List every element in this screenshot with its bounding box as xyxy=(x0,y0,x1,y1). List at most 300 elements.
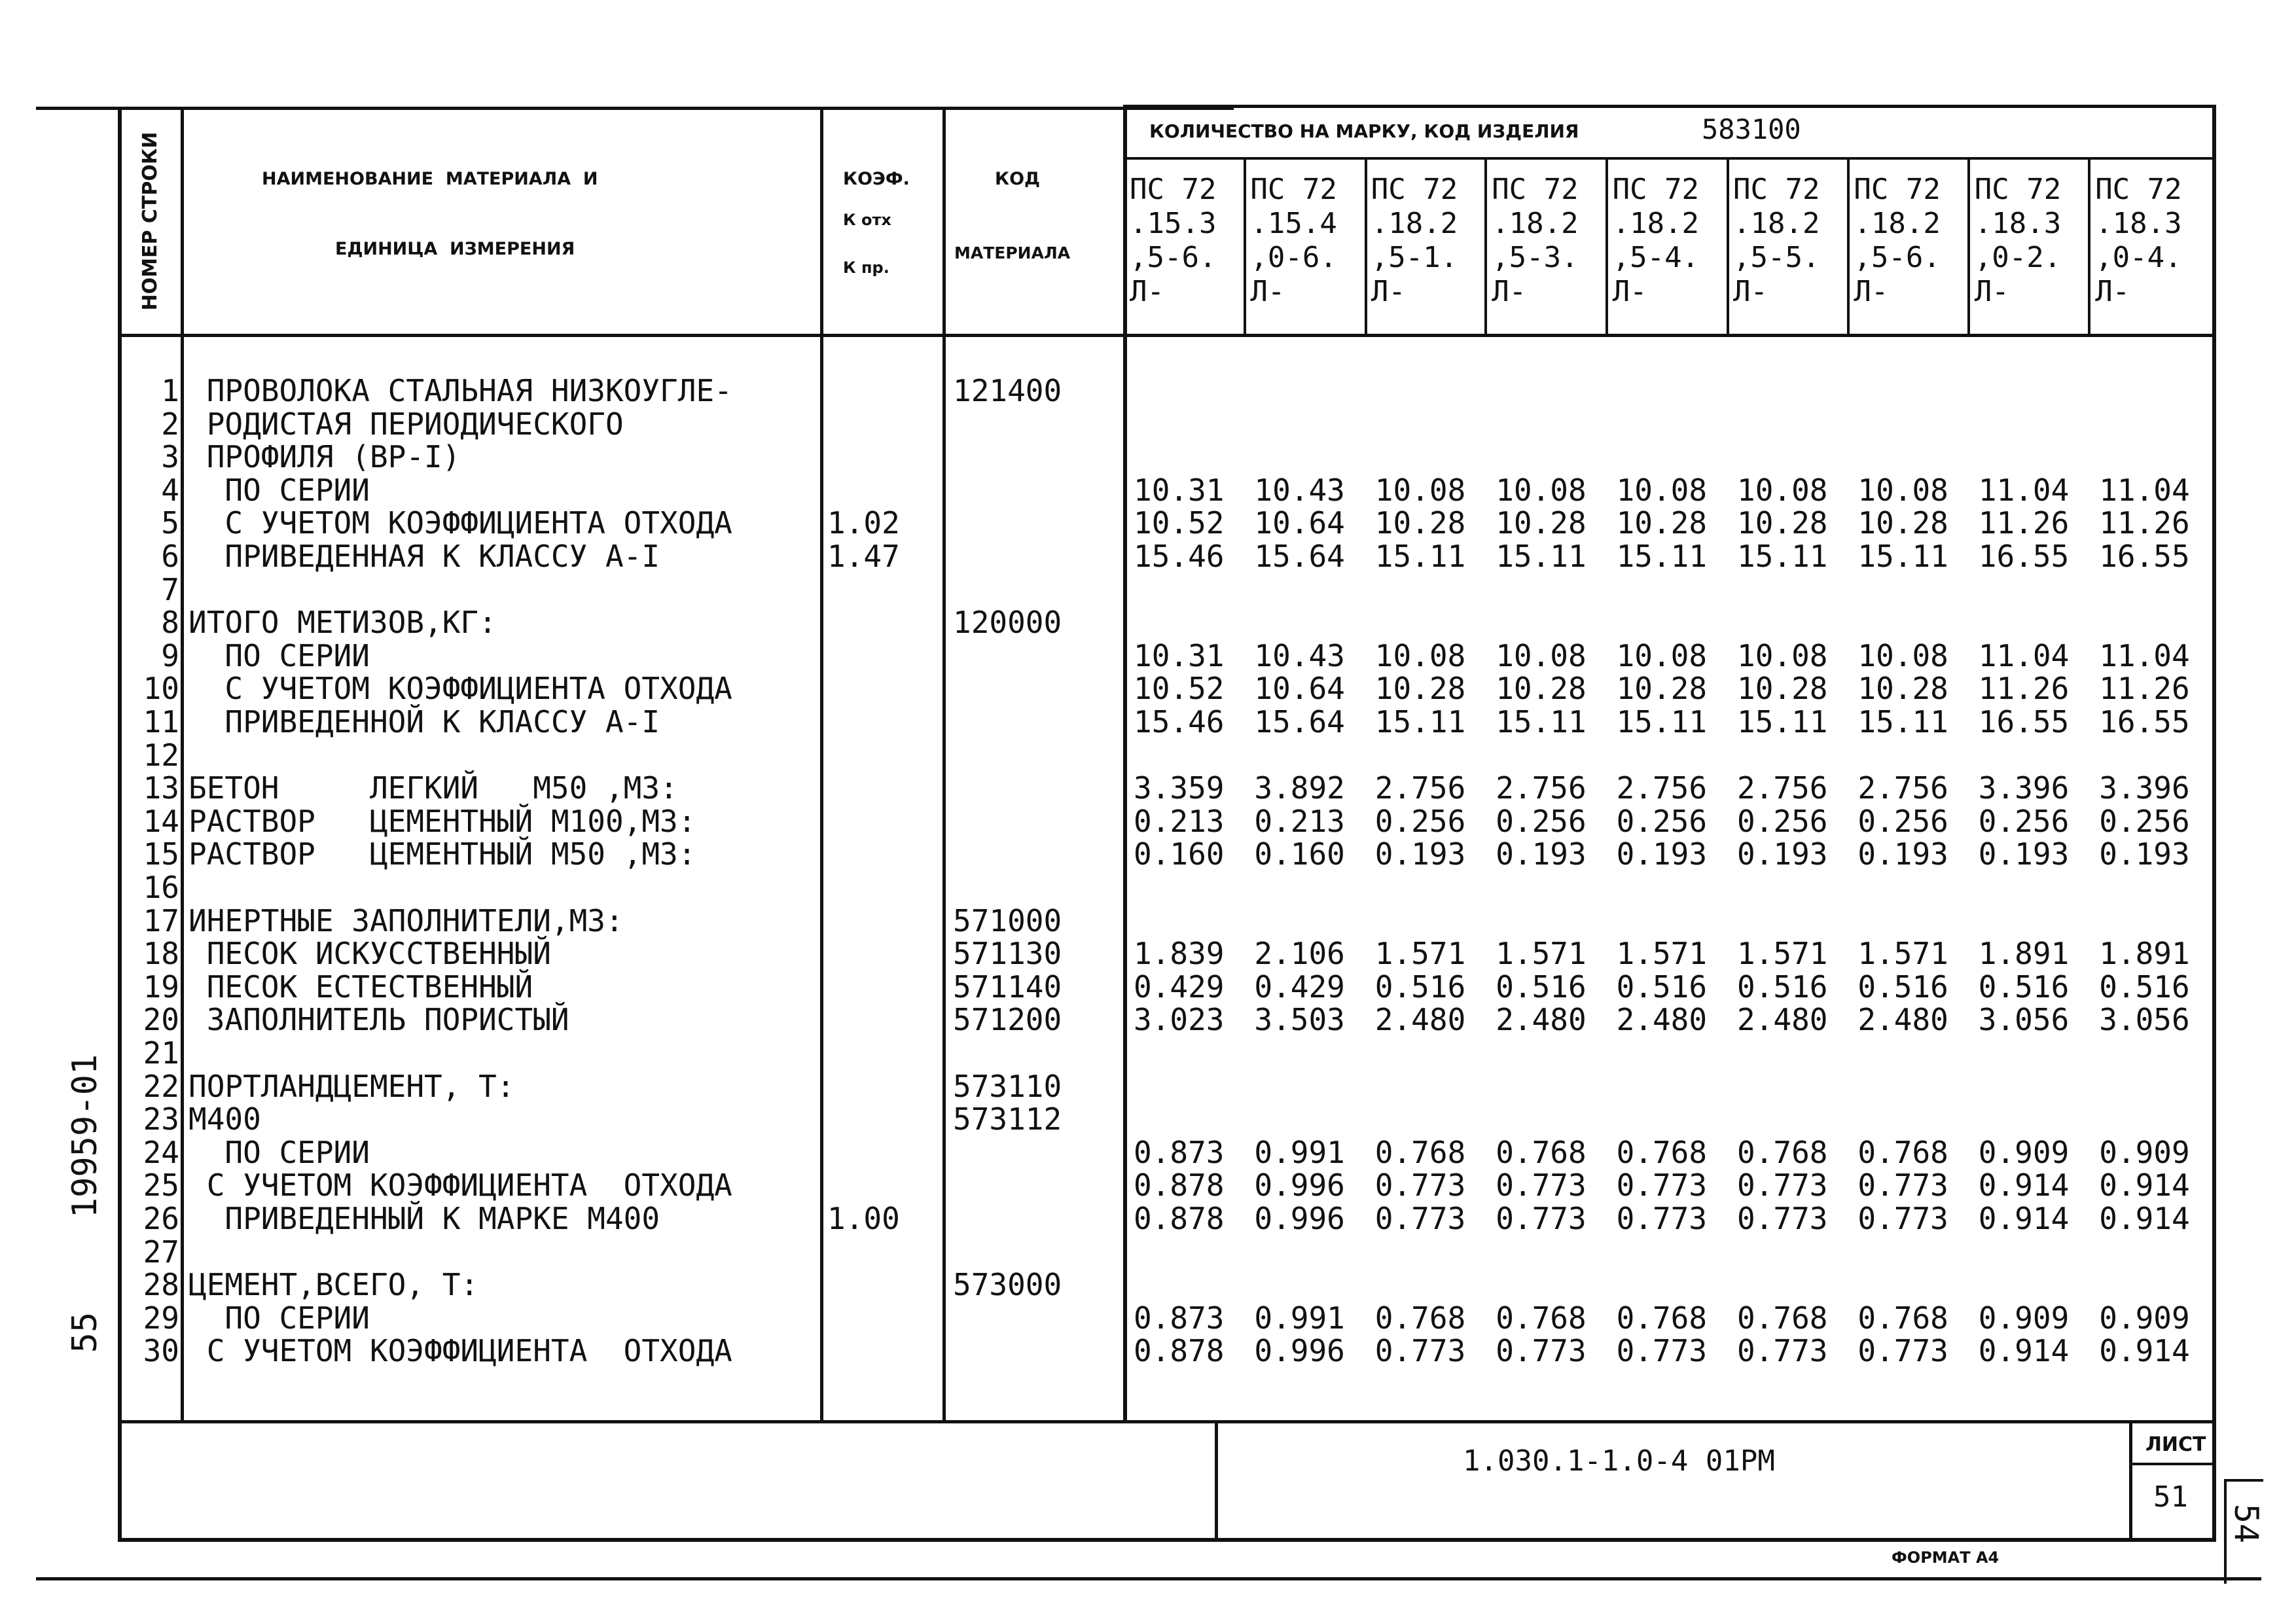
quantity-value: 0.516 xyxy=(1616,969,1708,1005)
quantity-value: 0.256 xyxy=(1496,803,1587,839)
mark-header-line: ПС 72 xyxy=(1854,173,1941,206)
row-number: 5 xyxy=(161,505,179,541)
page-number: 54 xyxy=(2227,1503,2265,1544)
quantity-value: 0.914 xyxy=(1978,1168,2070,1204)
material-code: 571000 xyxy=(953,902,1062,938)
col-divider-rowno xyxy=(181,107,184,1422)
quantity-value: 0.193 xyxy=(1496,836,1587,872)
quantity-value: 0.193 xyxy=(1857,836,1948,872)
quantity-value: 0.773 xyxy=(1616,1333,1708,1369)
quantity-value: 0.773 xyxy=(1737,1168,1828,1204)
quantity-value: 0.996 xyxy=(1254,1201,1345,1236)
quantity-value: 3.023 xyxy=(1134,1002,1225,1038)
code-header-line1: КОД xyxy=(995,169,1041,189)
quantity-value: 0.873 xyxy=(1134,1300,1225,1336)
quantity-value: 15.11 xyxy=(1616,539,1708,574)
mark-header-line: Л- xyxy=(1612,275,1647,308)
mark-header-cell xyxy=(2095,175,2181,306)
quantity-value: 15.11 xyxy=(1857,704,1948,740)
frame-top-right xyxy=(1126,105,2215,108)
quantity-value: 2.480 xyxy=(1737,1002,1828,1038)
mark-header-line: .18.3 xyxy=(2095,207,2182,240)
quantity-value: 16.55 xyxy=(1978,539,2070,574)
mark-header-cell xyxy=(1975,175,2061,306)
quantity-value: 0.768 xyxy=(1496,1300,1587,1336)
mark-header-cell xyxy=(1250,175,1336,306)
quantity-value: 10.43 xyxy=(1254,637,1345,673)
sheet-label: ЛИСТ xyxy=(2145,1433,2206,1456)
quantity-value: 10.28 xyxy=(1616,671,1708,707)
coefficient: 1.47 xyxy=(827,539,900,574)
quantity-value: 10.28 xyxy=(1857,671,1948,707)
quantity-value: 0.773 xyxy=(1857,1333,1948,1369)
material-name: ПРИВЕДЕННАЯ К КЛАССУ А-I xyxy=(188,539,660,574)
row-number: 23 xyxy=(143,1101,179,1137)
quantity-value: 2.756 xyxy=(1374,770,1466,806)
quantity-value: 10.31 xyxy=(1134,472,1225,508)
quantity-value: 2.756 xyxy=(1737,770,1828,806)
quantity-value: 0.773 xyxy=(1737,1333,1828,1369)
mark-header-line: Л- xyxy=(1733,275,1768,308)
quantity-value: 0.914 xyxy=(1978,1333,2070,1369)
quantity-value: 10.28 xyxy=(1374,505,1466,541)
material-name: БЕТОН ЛЕГКИЙ М50 ,М3: xyxy=(188,770,678,806)
quantity-value: 1.571 xyxy=(1496,936,1587,972)
quantity-value: 10.28 xyxy=(1616,505,1708,541)
material-name: РАСТВОР ЦЕМЕНТНЫЙ М100,М3: xyxy=(188,803,696,839)
coef-header-line2: К отх xyxy=(843,211,891,229)
quantity-value: 0.768 xyxy=(1616,1300,1708,1336)
quantity-value: 15.11 xyxy=(1737,704,1828,740)
material-name: РАСТВОР ЦЕМЕНТНЫЙ М50 ,М3: xyxy=(188,836,696,872)
quantity-value: 3.056 xyxy=(1978,1002,2070,1038)
coef-header-line1: КОЭФ. xyxy=(843,169,910,189)
row-number: 4 xyxy=(161,472,179,508)
quantity-value: 0.516 xyxy=(2099,969,2190,1005)
quantity-value: 3.503 xyxy=(1254,1002,1345,1038)
quantity-value: 0.256 xyxy=(1374,803,1466,839)
quantity-value: 10.08 xyxy=(1374,637,1466,673)
quantity-value: 0.914 xyxy=(2099,1168,2190,1204)
quantity-value: 16.55 xyxy=(1978,704,2070,740)
quantity-value: 0.160 xyxy=(1134,836,1225,872)
material-name: ПО СЕРИИ xyxy=(188,1134,370,1170)
material-code: 571130 xyxy=(953,936,1062,972)
material-code: 120000 xyxy=(953,605,1062,641)
quantity-value: 2.480 xyxy=(1857,1002,1948,1038)
quantity-value: 0.991 xyxy=(1254,1134,1345,1170)
row-number: 16 xyxy=(143,870,179,905)
quantity-value: 0.768 xyxy=(1737,1300,1828,1336)
quantity-value: 0.213 xyxy=(1254,803,1345,839)
quantity-value: 2.480 xyxy=(1496,1002,1587,1038)
quantity-value: 1.571 xyxy=(1737,936,1828,972)
mark-header-cell xyxy=(1492,175,1578,306)
quantity-value: 15.11 xyxy=(1374,704,1466,740)
row-number: 27 xyxy=(143,1234,179,1270)
mark-header-line: ,5-6. xyxy=(1130,241,1217,274)
quantity-value: 0.909 xyxy=(1978,1300,2070,1336)
mark-header-line: Л- xyxy=(2095,275,2130,308)
quantity-value: 0.991 xyxy=(1254,1300,1345,1336)
quantity-value: 0.768 xyxy=(1374,1300,1466,1336)
mark-header-line: .15.3 xyxy=(1130,207,1217,240)
row-number: 22 xyxy=(143,1068,179,1104)
quantity-value: 10.52 xyxy=(1134,505,1225,541)
quantity-value: 0.773 xyxy=(1496,1333,1587,1369)
product-code: 583100 xyxy=(1702,113,1801,145)
quantity-value: 0.914 xyxy=(2099,1333,2190,1369)
quantity-value: 15.11 xyxy=(1737,539,1828,574)
quantity-value: 0.516 xyxy=(1857,969,1948,1005)
quantity-value: 10.28 xyxy=(1374,671,1466,707)
quantity-value: 2.756 xyxy=(1857,770,1948,806)
quantity-value: 0.773 xyxy=(1374,1333,1466,1369)
quantity-value: 10.28 xyxy=(1857,505,1948,541)
quantity-value: 15.46 xyxy=(1134,704,1225,740)
quantity-value: 16.55 xyxy=(2099,704,2190,740)
quantity-value: 0.768 xyxy=(1857,1300,1948,1336)
row-number: 28 xyxy=(143,1267,179,1303)
quantity-value: 11.26 xyxy=(2099,505,2190,541)
stamp-divider-left xyxy=(1215,1421,1218,1541)
mark-divider xyxy=(1967,157,1970,335)
material-name: С УЧЕТОМ КОЭФФИЦИЕНТА ОТХОДА xyxy=(188,1168,732,1204)
mark-header-line: ПС 72 xyxy=(1250,173,1337,206)
mark-header-line: ,0-6. xyxy=(1250,241,1337,274)
mark-header-line: ПС 72 xyxy=(1733,173,1820,206)
quantity-value: 15.11 xyxy=(1374,539,1466,574)
row-number: 29 xyxy=(143,1300,179,1336)
quantity-value: 0.256 xyxy=(1857,803,1948,839)
material-name: ПО СЕРИИ xyxy=(188,637,370,673)
row-number: 30 xyxy=(143,1333,179,1369)
quantity-value: 1.571 xyxy=(1857,936,1948,972)
quantity-value: 0.193 xyxy=(1374,836,1466,872)
quantity-value: 11.04 xyxy=(1978,637,2070,673)
quantity-value: 0.873 xyxy=(1134,1134,1225,1170)
row-number: 8 xyxy=(161,605,179,641)
mark-header-line: Л- xyxy=(1974,275,2009,308)
row-number: 18 xyxy=(143,936,179,972)
quantity-value: 0.914 xyxy=(2099,1201,2190,1236)
document-code: 1.030.1-1.0-4 01РМ xyxy=(1463,1444,1775,1478)
mark-header-line: ,0-2. xyxy=(1974,241,2062,274)
quantity-value: 0.773 xyxy=(1737,1201,1828,1236)
row-number: 12 xyxy=(143,737,179,773)
mark-header-line: .18.2 xyxy=(1733,207,1820,240)
quantity-value: 0.193 xyxy=(2099,836,2190,872)
row-number: 9 xyxy=(161,637,179,673)
material-name: ПО СЕРИИ xyxy=(188,472,370,508)
coef-header-line3: К пр. xyxy=(843,259,889,277)
quantity-value: 0.773 xyxy=(1616,1201,1708,1236)
quantity-value: 10.08 xyxy=(1737,637,1828,673)
stamp-sheet-hline xyxy=(2129,1463,2216,1465)
quantity-value: 11.04 xyxy=(2099,637,2190,673)
mark-divider xyxy=(1365,157,1367,335)
archive-page: 55 xyxy=(65,1311,105,1353)
quantity-value: 0.878 xyxy=(1134,1333,1225,1369)
quantity-value: 1.839 xyxy=(1134,936,1225,972)
quantity-value: 10.28 xyxy=(1496,671,1587,707)
quantity-value: 0.768 xyxy=(1616,1134,1708,1170)
quantity-value: 0.193 xyxy=(1978,836,2070,872)
mark-header-line: .15.4 xyxy=(1250,207,1337,240)
material-name: М400 xyxy=(188,1101,261,1137)
row-number: 15 xyxy=(143,836,179,872)
header-divider xyxy=(118,334,2216,337)
quantity-value: 0.256 xyxy=(1737,803,1828,839)
stamp-divider-sheet xyxy=(2129,1421,2132,1541)
quantity-value: 0.516 xyxy=(1737,969,1828,1005)
quantity-value: 11.26 xyxy=(1978,671,2070,707)
mark-header-cell xyxy=(1733,175,1820,306)
material-name: С УЧЕТОМ КОЭФФИЦИЕНТА ОТХОДА xyxy=(188,505,732,541)
mark-header-line: .18.2 xyxy=(1492,207,1579,240)
mark-header-line: ,5-1. xyxy=(1371,241,1458,274)
quantity-value: 2.106 xyxy=(1254,936,1345,972)
quantity-value: 1.571 xyxy=(1374,936,1466,972)
quantity-value: 0.996 xyxy=(1254,1333,1345,1369)
coefficient: 1.00 xyxy=(827,1201,900,1236)
top-rule xyxy=(36,107,1234,110)
quantity-value: 0.773 xyxy=(1857,1168,1948,1204)
material-name: ПО СЕРИИ xyxy=(188,1300,370,1336)
quantity-value: 0.773 xyxy=(1374,1201,1466,1236)
mark-header-line: ПС 72 xyxy=(2095,173,2182,206)
quantity-value: 10.08 xyxy=(1496,637,1587,673)
body-bottom-divider xyxy=(118,1420,2216,1423)
bottom-rule xyxy=(36,1577,2261,1580)
quantity-value: 10.28 xyxy=(1737,505,1828,541)
row-number: 2 xyxy=(161,406,179,442)
material-name: ЦЕМЕНТ,ВСЕГО, Т: xyxy=(188,1267,479,1303)
quantity-value: 3.056 xyxy=(2099,1002,2190,1038)
coefficient: 1.02 xyxy=(827,505,900,541)
quantity-value: 16.55 xyxy=(2099,539,2190,574)
quantity-value: 10.08 xyxy=(1857,472,1948,508)
row-number-header: НОМЕР СТРОКИ xyxy=(139,132,162,311)
quantity-value: 0.768 xyxy=(1374,1134,1466,1170)
mark-header-line: ПС 72 xyxy=(1974,173,2062,206)
paper-format: ФОРМАТ А4 xyxy=(1892,1548,2000,1567)
material-code: 571140 xyxy=(953,969,1062,1005)
quantity-value: 0.213 xyxy=(1134,803,1225,839)
row-number: 13 xyxy=(143,770,179,806)
quantity-value: 0.768 xyxy=(1857,1134,1948,1170)
quantity-value: 0.256 xyxy=(2099,803,2190,839)
quantity-value: 15.11 xyxy=(1616,704,1708,740)
material-name: ПРОВОЛОКА СТАЛЬНАЯ НИЗКОУГЛЕ- xyxy=(188,373,732,408)
material-name: ПРИВЕДЕННЫЙ К МАРКЕ М400 xyxy=(188,1201,660,1236)
mark-header-line: ПС 72 xyxy=(1371,173,1458,206)
quantity-value: 0.996 xyxy=(1254,1168,1345,1204)
quantity-value: 0.773 xyxy=(1616,1168,1708,1204)
quantity-value: 10.08 xyxy=(1616,637,1708,673)
quantity-value: 2.756 xyxy=(1496,770,1587,806)
row-number: 11 xyxy=(143,704,179,740)
material-code: 573000 xyxy=(953,1267,1062,1303)
quantity-value: 0.193 xyxy=(1616,836,1708,872)
material-name: ИТОГО МЕТИЗОВ,КГ: xyxy=(188,605,497,641)
quantity-value: 11.04 xyxy=(2099,472,2190,508)
quantity-value: 0.516 xyxy=(1978,969,2070,1005)
quantity-value: 0.256 xyxy=(1978,803,2070,839)
mark-header-line: ,5-6. xyxy=(1854,241,1941,274)
row-number: 10 xyxy=(143,671,179,707)
quantity-value: 3.396 xyxy=(1978,770,2070,806)
quantity-value: 0.909 xyxy=(2099,1134,2190,1170)
quantity-value: 0.914 xyxy=(1978,1201,2070,1236)
mark-header-cell xyxy=(1371,175,1458,306)
quantity-value: 0.878 xyxy=(1134,1168,1225,1204)
qty-header-label: КОЛИЧЕСТВО НА МАРКУ, КОД ИЗДЕЛИЯ xyxy=(1149,120,1579,142)
material-name: С УЧЕТОМ КОЭФФИЦИЕНТА ОТХОДА xyxy=(188,1333,732,1369)
quantity-value: 10.64 xyxy=(1254,671,1345,707)
quantity-value: 0.909 xyxy=(2099,1300,2190,1336)
quantity-value: 0.768 xyxy=(1737,1134,1828,1170)
row-number: 14 xyxy=(143,803,179,839)
quantity-value: 10.08 xyxy=(1616,472,1708,508)
material-name: ПРИВЕДЕННОЙ К КЛАССУ А-I xyxy=(188,704,660,740)
quantity-value: 15.46 xyxy=(1134,539,1225,574)
row-number: 20 xyxy=(143,1002,179,1038)
material-name: ПОРТЛАНДЦЕМЕНТ, Т: xyxy=(188,1068,515,1104)
mark-header-line: .18.3 xyxy=(1974,207,2062,240)
mark-header-line: Л- xyxy=(1492,275,1527,308)
quantity-value: 10.08 xyxy=(1496,472,1587,508)
mark-divider xyxy=(1727,157,1729,335)
quantity-value: 1.891 xyxy=(2099,936,2190,972)
col-divider-code xyxy=(1123,105,1127,1422)
mark-header-line: Л- xyxy=(1371,275,1406,308)
material-code: 121400 xyxy=(953,373,1062,408)
quantity-value: 10.64 xyxy=(1254,505,1345,541)
material-code: 573112 xyxy=(953,1101,1062,1137)
mark-divider xyxy=(1484,157,1487,335)
mark-header-cell xyxy=(1854,175,1940,306)
quantity-value: 2.756 xyxy=(1616,770,1708,806)
mark-header-line: ПС 72 xyxy=(1492,173,1579,206)
mark-header-line: .18.2 xyxy=(1371,207,1458,240)
name-header-line1: НАИМЕНОВАНИЕ МАТЕРИАЛА И xyxy=(262,169,598,189)
qty-header-divider xyxy=(1126,157,2216,160)
row-number: 21 xyxy=(143,1035,179,1071)
row-number: 17 xyxy=(143,902,179,938)
quantity-value: 0.773 xyxy=(1857,1201,1948,1236)
quantity-value: 0.429 xyxy=(1254,969,1345,1005)
row-number: 6 xyxy=(161,539,179,574)
frame-right xyxy=(2212,105,2216,1541)
quantity-value: 0.909 xyxy=(1978,1134,2070,1170)
mark-header-line: Л- xyxy=(1130,275,1164,308)
quantity-value: 0.160 xyxy=(1254,836,1345,872)
quantity-value: 10.08 xyxy=(1857,637,1948,673)
mark-header-line: Л- xyxy=(1250,275,1285,308)
material-name: ПЕСОК ЕСТЕСТВЕННЫЙ xyxy=(188,969,533,1005)
material-code: 571200 xyxy=(953,1002,1062,1038)
quantity-value: 0.773 xyxy=(1496,1201,1587,1236)
material-code: 573110 xyxy=(953,1068,1062,1104)
quantity-value: 15.11 xyxy=(1857,539,1948,574)
mark-divider xyxy=(2088,157,2090,335)
quantity-value: 15.64 xyxy=(1254,539,1345,574)
quantity-value: 10.08 xyxy=(1737,472,1828,508)
mark-header-line: .18.2 xyxy=(1854,207,1941,240)
row-number: 19 xyxy=(143,969,179,1005)
mark-header-line: ,5-3. xyxy=(1492,241,1579,274)
quantity-value: 2.480 xyxy=(1616,1002,1708,1038)
mark-divider xyxy=(1847,157,1850,335)
mark-divider xyxy=(1244,157,1246,335)
quantity-value: 15.11 xyxy=(1496,704,1587,740)
quantity-value: 3.359 xyxy=(1134,770,1225,806)
material-name: ПРОФИЛЯ (ВР-I) xyxy=(188,439,461,475)
col-divider-name xyxy=(820,107,823,1422)
quantity-value: 10.08 xyxy=(1374,472,1466,508)
quantity-value: 3.396 xyxy=(2099,770,2190,806)
row-number: 3 xyxy=(161,439,179,475)
material-name: С УЧЕТОМ КОЭФФИЦИЕНТА ОТХОДА xyxy=(188,671,732,707)
quantity-value: 0.773 xyxy=(1374,1168,1466,1204)
material-name: ЗАПОЛНИТЕЛЬ ПОРИСТЫЙ xyxy=(188,1002,569,1038)
quantity-value: 15.64 xyxy=(1254,704,1345,740)
col-divider-coef xyxy=(942,107,946,1422)
mark-header-cell xyxy=(1613,175,1699,306)
row-number: 25 xyxy=(143,1168,179,1204)
margin-box-left xyxy=(2224,1479,2227,1584)
mark-header-line: Л- xyxy=(1854,275,1889,308)
quantity-value: 11.26 xyxy=(2099,671,2190,707)
material-name: ПЕСОК ИСКУССТВЕННЫЙ xyxy=(188,936,551,972)
mark-header-line: .18.2 xyxy=(1612,207,1700,240)
row-number: 26 xyxy=(143,1201,179,1236)
quantity-value: 0.773 xyxy=(1496,1168,1587,1204)
name-header-line2: ЕДИНИЦА ИЗМЕРЕНИЯ xyxy=(335,239,575,259)
mark-divider xyxy=(1605,157,1608,335)
quantity-value: 10.28 xyxy=(1737,671,1828,707)
mark-header-cell xyxy=(1130,175,1216,306)
frame-bottom xyxy=(118,1538,2216,1542)
quantity-value: 11.26 xyxy=(1978,505,2070,541)
quantity-value: 15.11 xyxy=(1496,539,1587,574)
quantity-value: 0.768 xyxy=(1496,1134,1587,1170)
mark-header-line: ,0-4. xyxy=(2095,241,2182,274)
material-name: ИНЕРТНЫЕ ЗАПОЛНИТЕЛИ,М3: xyxy=(188,902,624,938)
archive-number: 19959-01 xyxy=(65,1054,105,1219)
quantity-value: 10.43 xyxy=(1254,472,1345,508)
quantity-value: 0.516 xyxy=(1496,969,1587,1005)
quantity-value: 0.193 xyxy=(1737,836,1828,872)
quantity-value: 10.52 xyxy=(1134,671,1225,707)
mark-header-line: ,5-5. xyxy=(1733,241,1820,274)
quantity-value: 2.480 xyxy=(1374,1002,1466,1038)
quantity-value: 3.892 xyxy=(1254,770,1345,806)
quantity-value: 1.891 xyxy=(1978,936,2070,972)
quantity-value: 0.878 xyxy=(1134,1201,1225,1236)
quantity-value: 10.31 xyxy=(1134,637,1225,673)
row-number: 7 xyxy=(161,571,179,607)
mark-header-line: ,5-4. xyxy=(1612,241,1700,274)
quantity-value: 0.516 xyxy=(1374,969,1466,1005)
mark-header-line: ПС 72 xyxy=(1130,173,1217,206)
code-header-line2: МАТЕРИАЛА xyxy=(954,243,1071,262)
mark-header-line: ПС 72 xyxy=(1612,173,1700,206)
quantity-value: 0.256 xyxy=(1616,803,1708,839)
material-name: РОДИСТАЯ ПЕРИОДИЧЕСКОГО xyxy=(188,406,624,442)
quantity-value: 0.429 xyxy=(1134,969,1225,1005)
